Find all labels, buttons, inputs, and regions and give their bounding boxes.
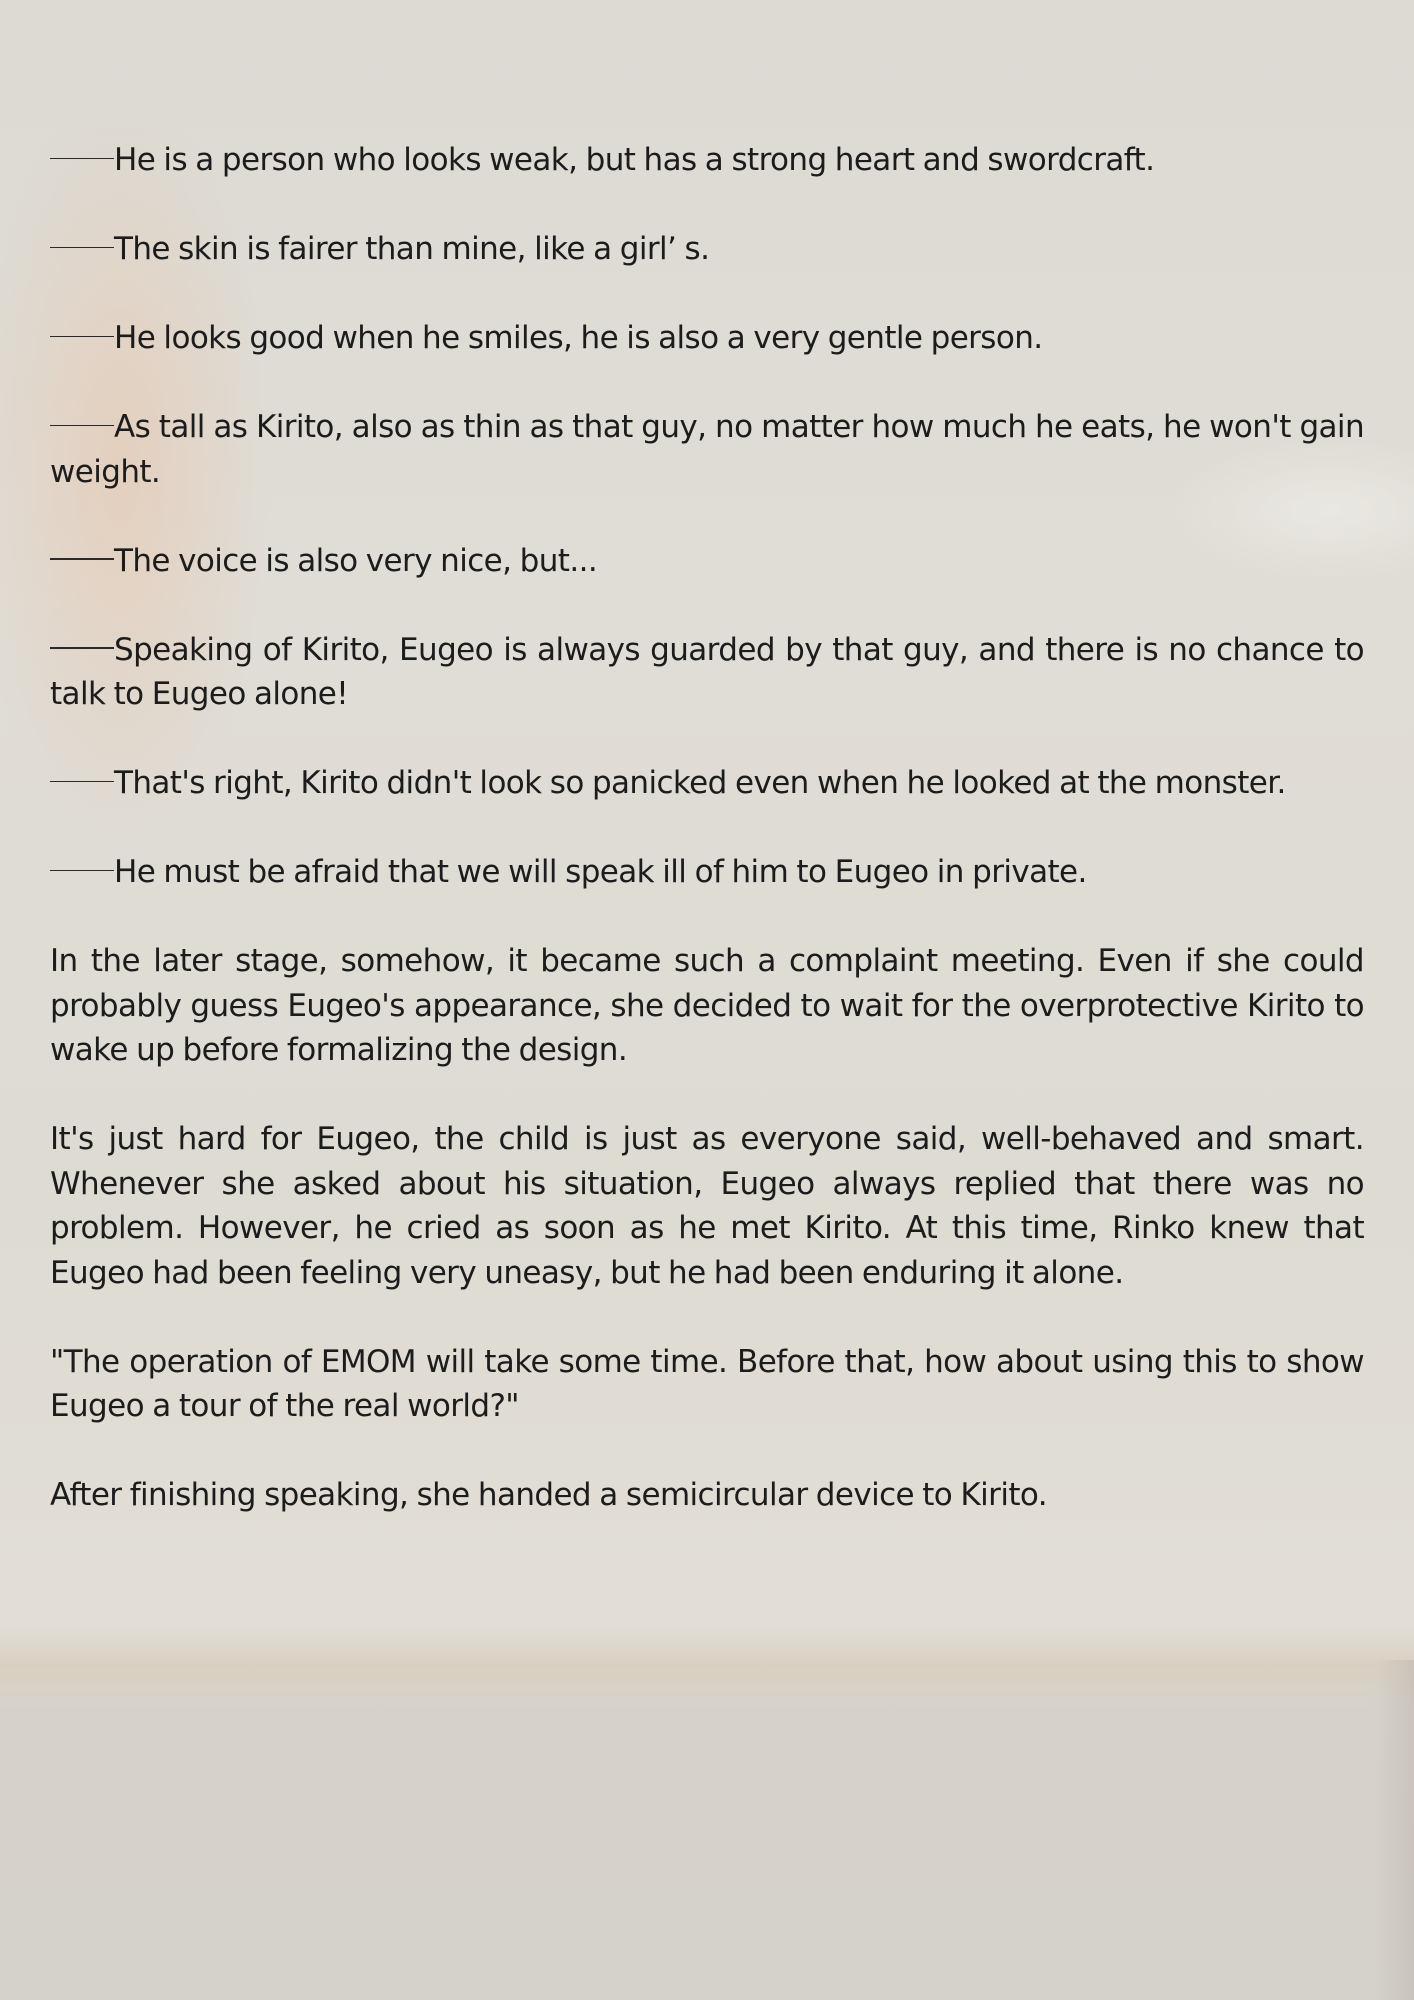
em-dash-mark xyxy=(50,247,114,249)
em-dash-mark xyxy=(50,870,114,872)
em-dash-mark xyxy=(50,336,114,338)
paragraph-5 xyxy=(50,539,1364,584)
paragraph-10: It's just hard for Eugeo, the child is just as everyone said, well-behaved and smart. Whenever she asked about his situation, Eugeo always replied that there was no problem. However, he cried as soon as he met Kirito. At this time, Rinko knew that Eugeo had been feeling very uneasy, but he had been enduring it alone. xyxy=(50,1121,1364,1291)
paragraph-9: In the later stage, somehow, it became such a complaint meeting. Even if she could probably guess Eugeo's appearance, she decided to wait for the overprotective Kirito to wake up before formalizing the design. xyxy=(50,943,1364,1068)
paragraph-6 xyxy=(50,628,1364,717)
paragraph-11: "The operation of EMOM will take some time. Before that, how about using this to show Eugeo a tour of the real world?" xyxy=(50,1343,1364,1424)
em-dash-mark xyxy=(50,781,114,783)
paragraph-text: That's right, Kirito didn't look so panicked even when he looked at the monster. xyxy=(114,765,1286,801)
paragraph-text: As tall as Kirito, also as thin as that guy, no matter how much he eats, he won't gain weight. xyxy=(50,409,1364,490)
em-dash-mark xyxy=(50,425,114,427)
paragraph-text: He looks good when he smiles, he is also a very gentle person. xyxy=(114,320,1043,356)
paragraph-12: After finishing speaking, she handed a semicircular device to Kirito. xyxy=(50,1477,1047,1513)
paragraph-3 xyxy=(50,316,1364,361)
paragraph-7 xyxy=(50,761,1364,806)
em-dash-mark xyxy=(50,158,114,160)
background-shelf-band xyxy=(0,1640,1414,1690)
em-dash-mark xyxy=(50,647,114,649)
paragraph-8 xyxy=(50,850,1364,895)
paragraph-2 xyxy=(50,227,1364,272)
em-dash-mark xyxy=(50,558,114,560)
paragraph-4 xyxy=(50,405,1364,494)
paragraph-1 xyxy=(50,138,1364,183)
page-text xyxy=(50,138,1364,1518)
paragraph-text: Speaking of Kirito, Eugeo is always guarded by that guy, and there is no chance to talk to Eugeo alone! xyxy=(50,631,1364,712)
paragraph-text: The voice is also very nice, but... xyxy=(114,542,598,579)
background-right-shade xyxy=(1374,1660,1414,2000)
paragraph-text: The skin is fairer than mine, like a girl’ s. xyxy=(114,231,710,267)
paragraph-text: He must be afraid that we will speak ill of him to Eugeo in private. xyxy=(114,854,1087,890)
paragraph-text: He is a person who looks weak, but has a strong heart and swordcraft. xyxy=(114,142,1155,178)
